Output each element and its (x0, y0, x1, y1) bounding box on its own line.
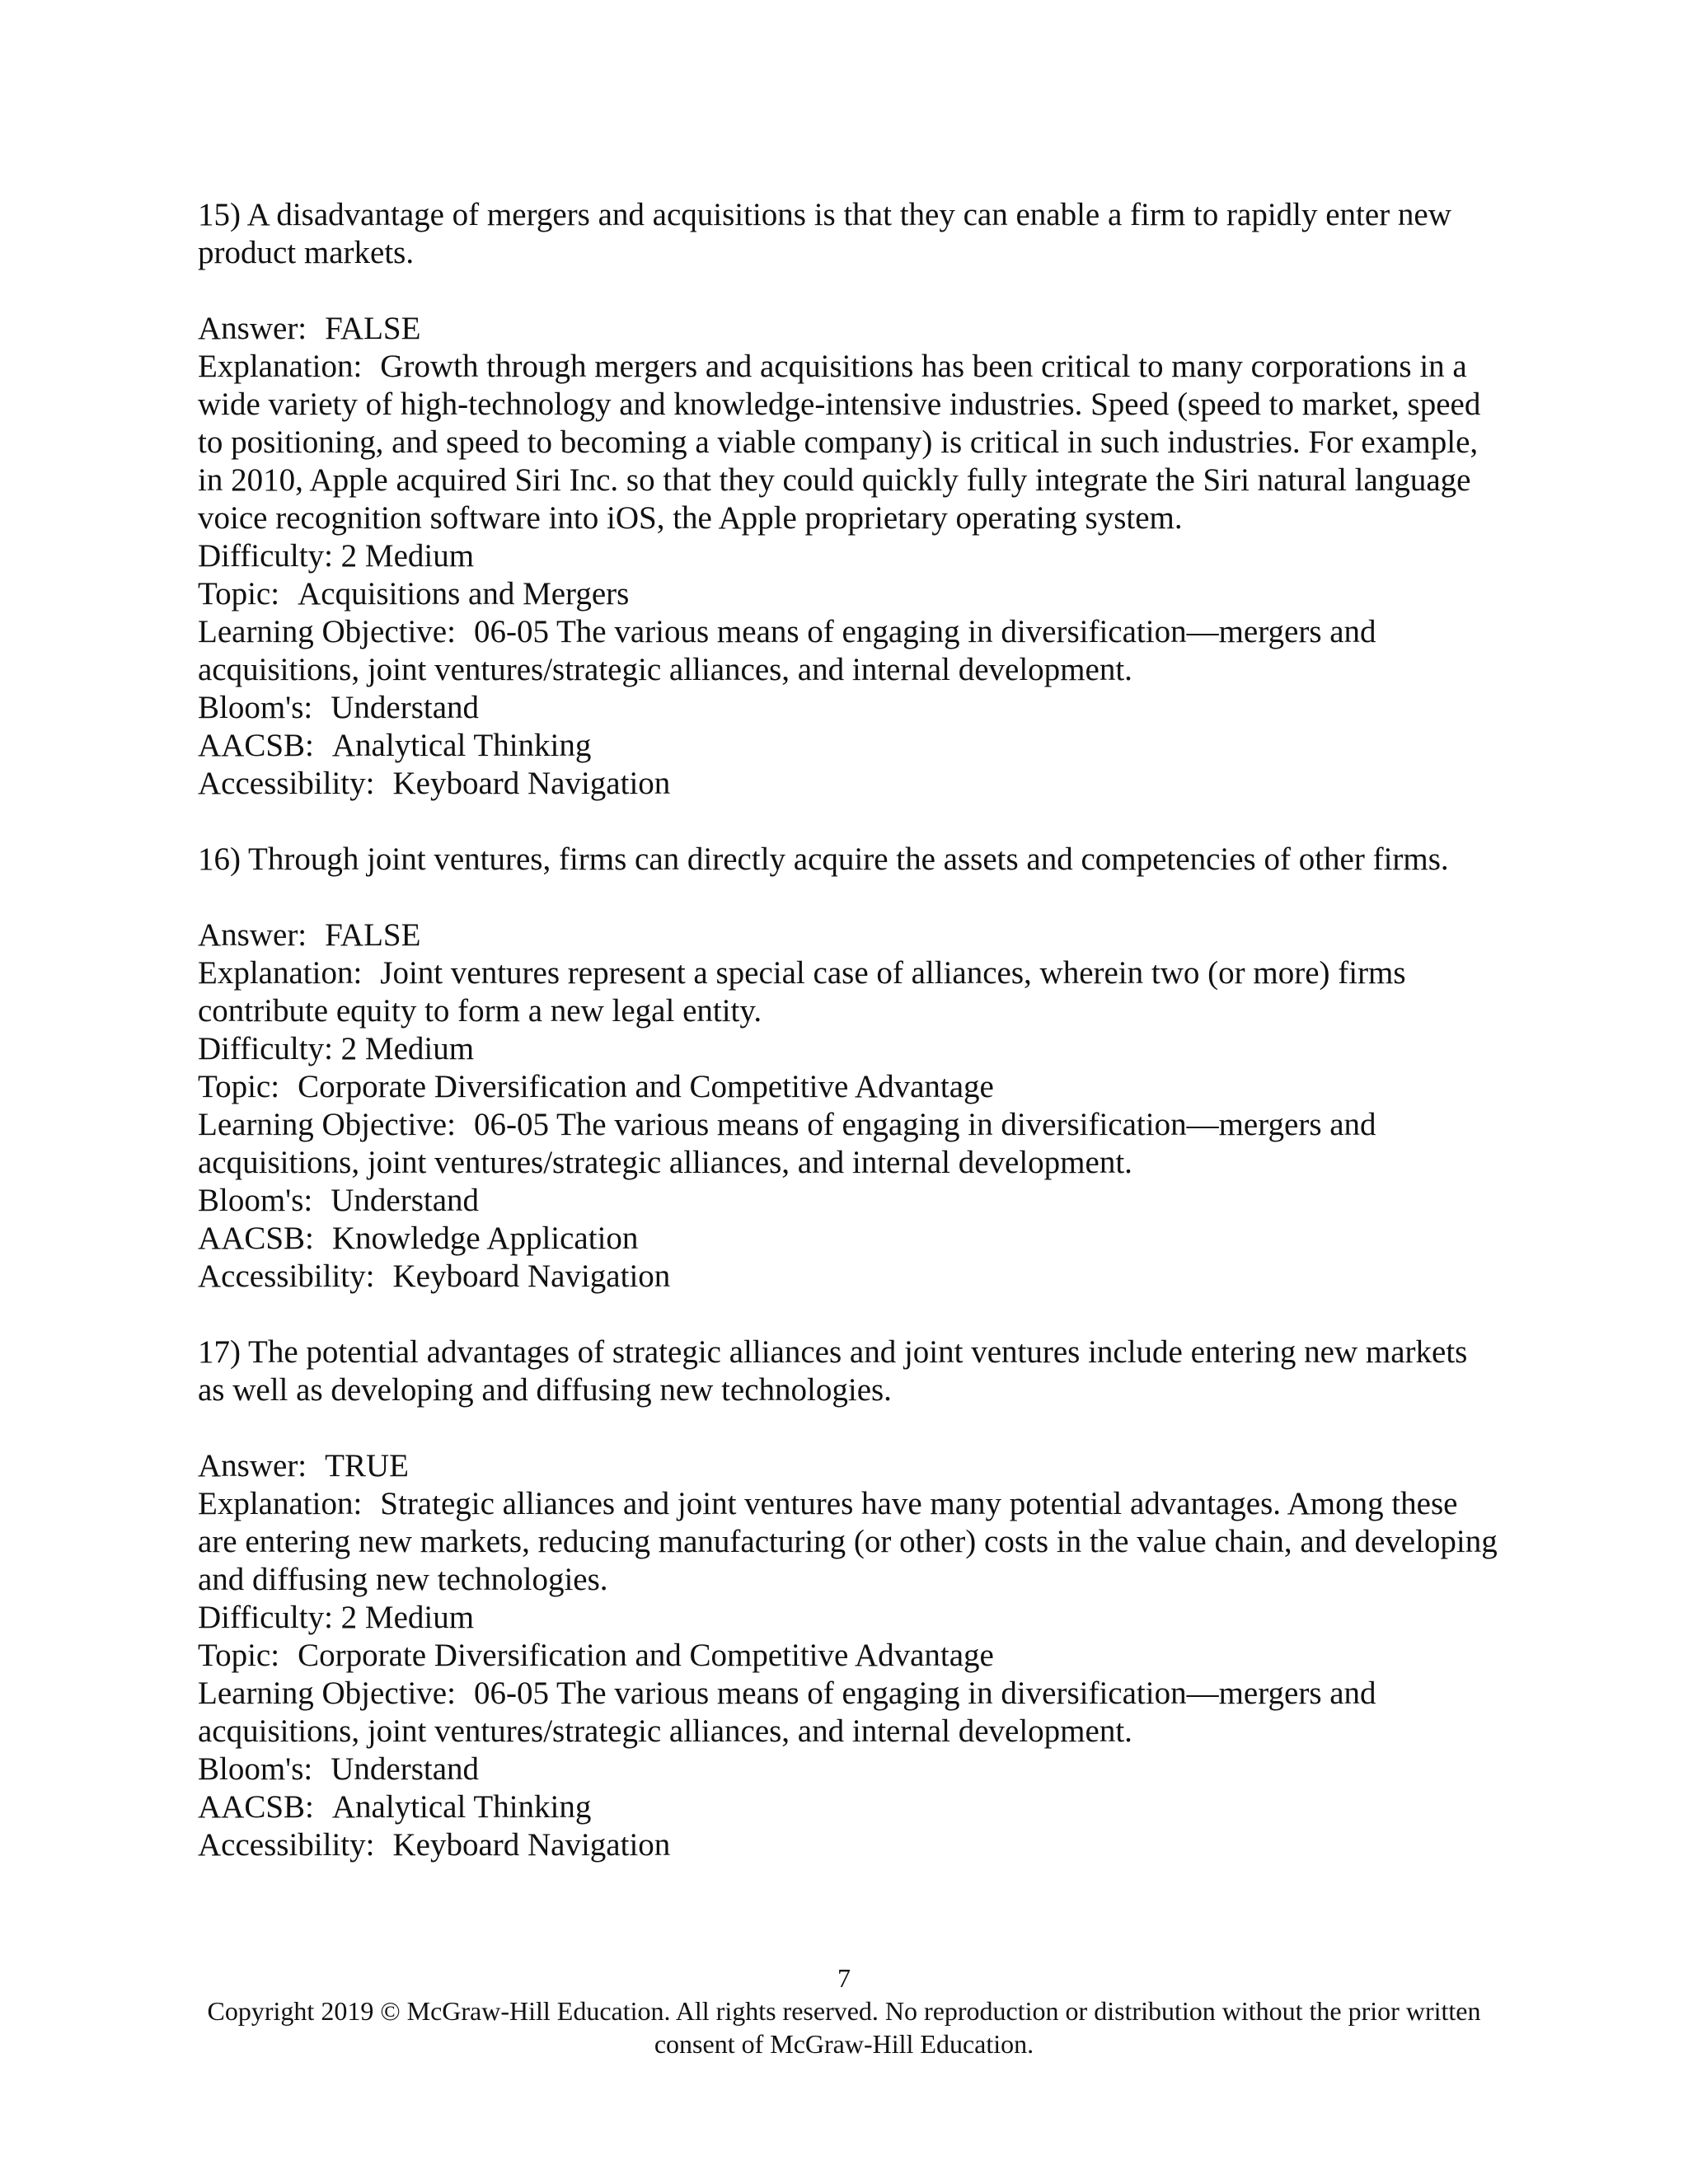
topic-value: Corporate Diversification and Competitive Advantage (298, 1638, 994, 1673)
aacsb-label: AACSB: (198, 1221, 314, 1256)
aacsb-value: Analytical Thinking (331, 728, 592, 763)
explanation-line (198, 348, 1500, 537)
accessibility-value: Keyboard Navigation (392, 1258, 671, 1294)
page-number: 7 (837, 1963, 851, 1993)
explanation-text: Strategic alliances and joint ventures have many potential advantages. Among these are entering new markets, reducing manufacturing (or other) costs in the value chain, and developing and diffusing new technologies. (198, 1486, 1498, 1597)
aacsb-line (198, 727, 1500, 765)
aacsb-label: AACSB: (198, 728, 314, 763)
difficulty-line: Difficulty: 2 Medium (198, 538, 475, 574)
accessibility-label: Accessibility: (198, 766, 375, 801)
explanation-label: Explanation: (198, 955, 363, 991)
blooms-value: Understand (331, 1751, 480, 1787)
objective-value: 06-05 The various means of engaging in diversification—mergers and acquisitions, joint ventures/strategic alliances, and internal development. (198, 614, 1376, 687)
topic-line (198, 1637, 1500, 1675)
aacsb-line (198, 1220, 1500, 1258)
answer-line (198, 916, 1500, 954)
blooms-label: Bloom's: (198, 690, 313, 725)
accessibility-label: Accessibility: (198, 1827, 375, 1863)
objective-label: Learning Objective: (198, 1675, 456, 1711)
question-stem: 16) Through joint ventures, firms can directly acquire the assets and competencies of other firms. (198, 841, 1449, 877)
blooms-line (198, 1750, 1500, 1788)
question-16 (198, 841, 1500, 1296)
question-stem: 17) The potential advantages of strategic alliances and joint ventures include entering new markets as well as developing and diffusing new technologies. (198, 1334, 1468, 1408)
question-17 (198, 1333, 1500, 1864)
blooms-value: Understand (331, 690, 480, 725)
explanation-label: Explanation: (198, 349, 363, 384)
answer-line (198, 310, 1500, 348)
topic-line (198, 1068, 1500, 1106)
objective-value: 06-05 The various means of engaging in diversification—mergers and acquisitions, joint ventures/strategic alliances, and internal development. (198, 1675, 1376, 1749)
objective-label: Learning Objective: (198, 1107, 456, 1142)
objective-value: 06-05 The various means of engaging in diversification—mergers and acquisitions, joint ventures/strategic alliances, and internal development. (198, 1107, 1376, 1180)
aacsb-value: Analytical Thinking (331, 1789, 592, 1825)
topic-label: Topic: (198, 1638, 280, 1673)
blooms-line (198, 689, 1500, 727)
difficulty-line: Difficulty: 2 Medium (198, 1600, 475, 1635)
explanation-text: Growth through mergers and acquisitions has been critical to many corporations in a wide variety of high-technology and knowledge-intensive industries. Speed (speed to market, speed to positioning, and speed to becoming a viable company) is critical in such industries. For example, in 2010, Apple acquired Siri Inc. so that they could quickly fully integrate the Siri natural language voice recognition software into iOS, the Apple proprietary operating system. (198, 349, 1481, 536)
answer-value: TRUE (325, 1448, 409, 1483)
question-15 (198, 196, 1500, 803)
topic-line (198, 575, 1500, 613)
objective-label: Learning Objective: (198, 614, 456, 649)
accessibility-line (198, 1826, 1500, 1864)
answer-label: Answer: (198, 917, 307, 953)
accessibility-value: Keyboard Navigation (392, 766, 671, 801)
aacsb-value: Knowledge Application (331, 1221, 639, 1256)
answer-value: FALSE (325, 917, 421, 953)
answer-value: FALSE (325, 311, 421, 346)
accessibility-value: Keyboard Navigation (392, 1827, 671, 1863)
accessibility-line (198, 765, 1500, 803)
explanation-text: Joint ventures represent a special case of alliances, wherein two (or more) firms contribute equity to form a new legal entity. (198, 955, 1406, 1029)
explanation-line (198, 1485, 1500, 1599)
explanation-label: Explanation: (198, 1486, 363, 1521)
blooms-label: Bloom's: (198, 1751, 313, 1787)
objective-line (198, 1675, 1500, 1750)
explanation-line (198, 954, 1500, 1030)
topic-value: Acquisitions and Mergers (298, 576, 630, 612)
answer-label: Answer: (198, 311, 307, 346)
objective-line (198, 613, 1500, 689)
answer-label: Answer: (198, 1448, 307, 1483)
topic-value: Corporate Diversification and Competitive Advantage (298, 1069, 994, 1104)
accessibility-label: Accessibility: (198, 1258, 375, 1294)
copyright-notice: Copyright 2019 © McGraw-Hill Education. All rights reserved. No reproduction or distribution without the prior written consent of McGraw-Hill Education. (207, 1996, 1481, 2059)
aacsb-line (198, 1788, 1500, 1826)
question-list (198, 196, 1500, 1902)
topic-label: Topic: (198, 576, 280, 612)
topic-label: Topic: (198, 1069, 280, 1104)
blooms-value: Understand (331, 1183, 480, 1218)
blooms-label: Bloom's: (198, 1183, 313, 1218)
blooms-line (198, 1182, 1500, 1220)
difficulty-line: Difficulty: 2 Medium (198, 1031, 475, 1066)
question-stem: 15) A disadvantage of mergers and acquisitions is that they can enable a firm to rapidly enter new product markets. (198, 197, 1451, 270)
objective-line (198, 1106, 1500, 1182)
aacsb-label: AACSB: (198, 1789, 314, 1825)
page-footer (0, 1961, 1688, 2060)
answer-line (198, 1447, 1500, 1485)
accessibility-line (198, 1258, 1500, 1296)
